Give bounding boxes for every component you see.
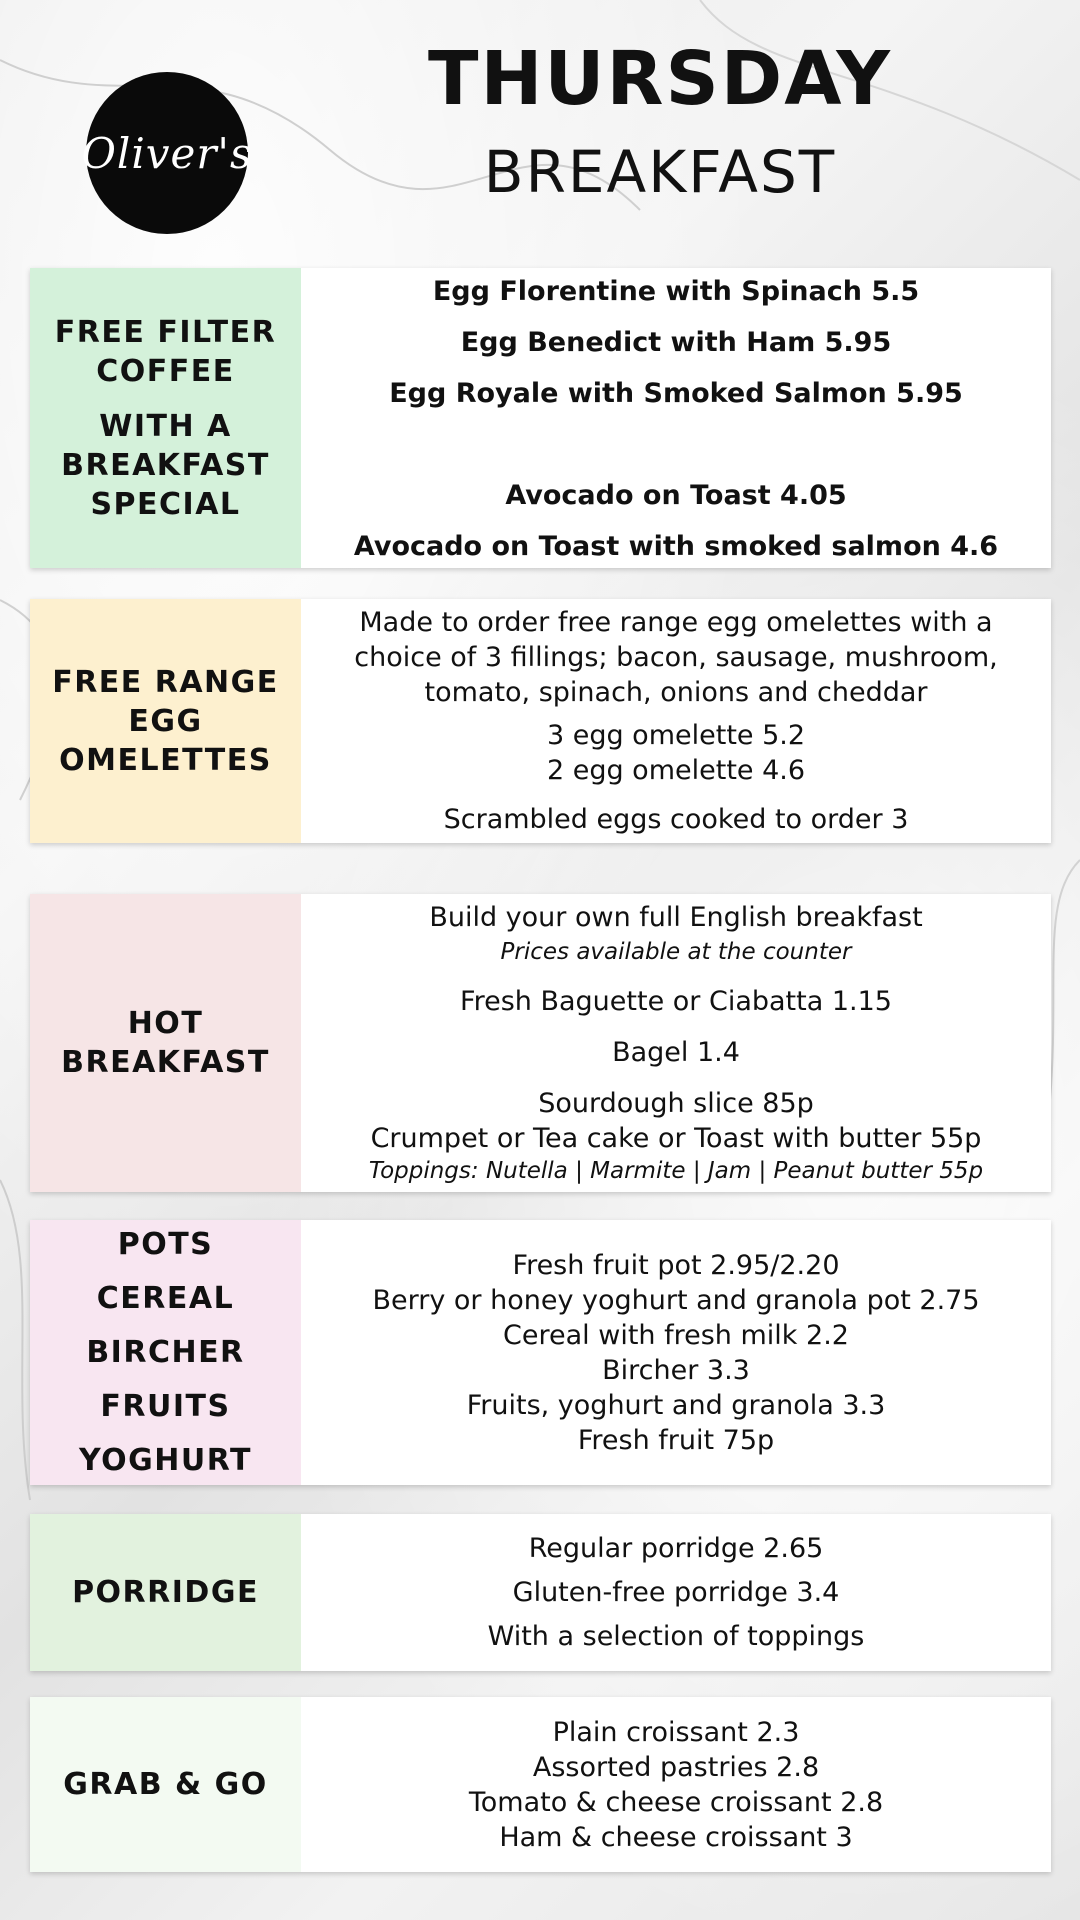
section-label [30, 894, 301, 1192]
menu-item: Sourdough slice 85p [538, 1088, 814, 1119]
label-line: OMELETTES [59, 742, 272, 778]
menu-item: Scrambled eggs cooked to order 3 [443, 804, 909, 835]
section-label [30, 1220, 301, 1485]
label-line: EGG [128, 703, 203, 739]
section-items [301, 268, 1051, 568]
menu-item: Bircher 3.3 [602, 1354, 750, 1386]
menu-item: Gluten-free porridge 3.4 [512, 1577, 840, 1608]
section-grab-and-go [30, 1697, 1051, 1872]
menu-item: With a selection of toppings [487, 1621, 865, 1652]
price-note: Prices available at the counter [500, 939, 852, 965]
menu-item: Crumpet or Tea cake or Toast with butter 55p [370, 1123, 982, 1154]
toppings-note: Toppings: Nutella | Marmite | Jam | Peanut butter 55p [368, 1158, 984, 1184]
section-items [301, 894, 1051, 1192]
menu-item: Egg Royale with Smoked Salmon 5.95 [389, 378, 963, 409]
section-items [301, 1514, 1051, 1671]
menu-item: Tomato & cheese croissant 2.8 [468, 1786, 884, 1818]
meal-title: BREAKFAST [483, 138, 837, 206]
menu-item: Regular porridge 2.65 [528, 1533, 824, 1564]
menu-item: Avocado on Toast with smoked salmon 4.6 [353, 531, 999, 562]
menu-item: Fruits, yoghurt and granola 3.3 [466, 1389, 886, 1421]
label-line: YOGHURT [79, 1442, 252, 1478]
menu-item: Fresh Baguette or Ciabatta 1.15 [460, 986, 892, 1017]
menu-item: Fresh fruit 75p [577, 1424, 775, 1456]
menu-item: Berry or honey yoghurt and granola pot 2.75 [372, 1284, 980, 1316]
section-items [301, 1697, 1051, 1872]
menu-item: Assorted pastries 2.8 [532, 1751, 820, 1783]
label-line: GRAB & GO [63, 1767, 268, 1802]
label-line: SPECIAL [90, 486, 241, 522]
label-line: CEREAL [96, 1280, 235, 1316]
label-line: WITH A [99, 408, 232, 444]
label-line: HOT [127, 1006, 204, 1041]
menu-item: Egg Florentine with Spinach 5.5 [432, 276, 920, 307]
section-porridge [30, 1514, 1051, 1671]
section-omelettes [30, 599, 1051, 843]
label-line: BREAKFAST [61, 1045, 270, 1080]
logo-text: Oliver's [81, 128, 253, 178]
label-line: BREAKFAST [61, 447, 270, 483]
menu-item: Bagel 1.4 [612, 1037, 740, 1068]
menu-item: Egg Benedict with Ham 5.95 [460, 327, 892, 358]
label-line: FREE FILTER [54, 314, 277, 350]
label-line: POTS [117, 1226, 214, 1262]
section-label [30, 268, 301, 568]
label-line: FRUITS [100, 1388, 231, 1424]
menu-item: 2 egg omelette 4.6 [546, 755, 806, 786]
olivers-logo [81, 72, 253, 234]
menu-item: Avocado on Toast 4.05 [505, 480, 847, 511]
label-line: BIRCHER [86, 1334, 245, 1370]
omelette-description: Made to order free range egg omelettes with a choice of 3 fillings; bacon, sausage, mushroom, tomato, spinach, onions and cheddar [354, 607, 998, 708]
section-label [30, 599, 301, 843]
section-label [30, 1697, 301, 1872]
menu-item: Build your own full English breakfast [429, 902, 923, 933]
label-line: PORRIDGE [72, 1575, 259, 1610]
label-line: COFFEE [96, 353, 235, 389]
section-items [301, 1220, 1051, 1485]
section-items [301, 599, 1051, 843]
day-title: THURSDAY [428, 36, 892, 122]
section-pots-cereal [30, 1220, 1051, 1485]
menu-item: 3 egg omelette 5.2 [546, 720, 806, 751]
menu-item: Plain croissant 2.3 [552, 1716, 800, 1748]
menu-item: Fresh fruit pot 2.95/2.20 [512, 1249, 840, 1281]
label-line: FREE RANGE [52, 664, 279, 700]
section-label [30, 1514, 301, 1671]
section-hot-breakfast [30, 894, 1051, 1192]
menu-item: Cereal with fresh milk 2.2 [503, 1319, 849, 1351]
section-breakfast-special [30, 268, 1051, 568]
menu-item: Ham & cheese croissant 3 [499, 1821, 853, 1853]
